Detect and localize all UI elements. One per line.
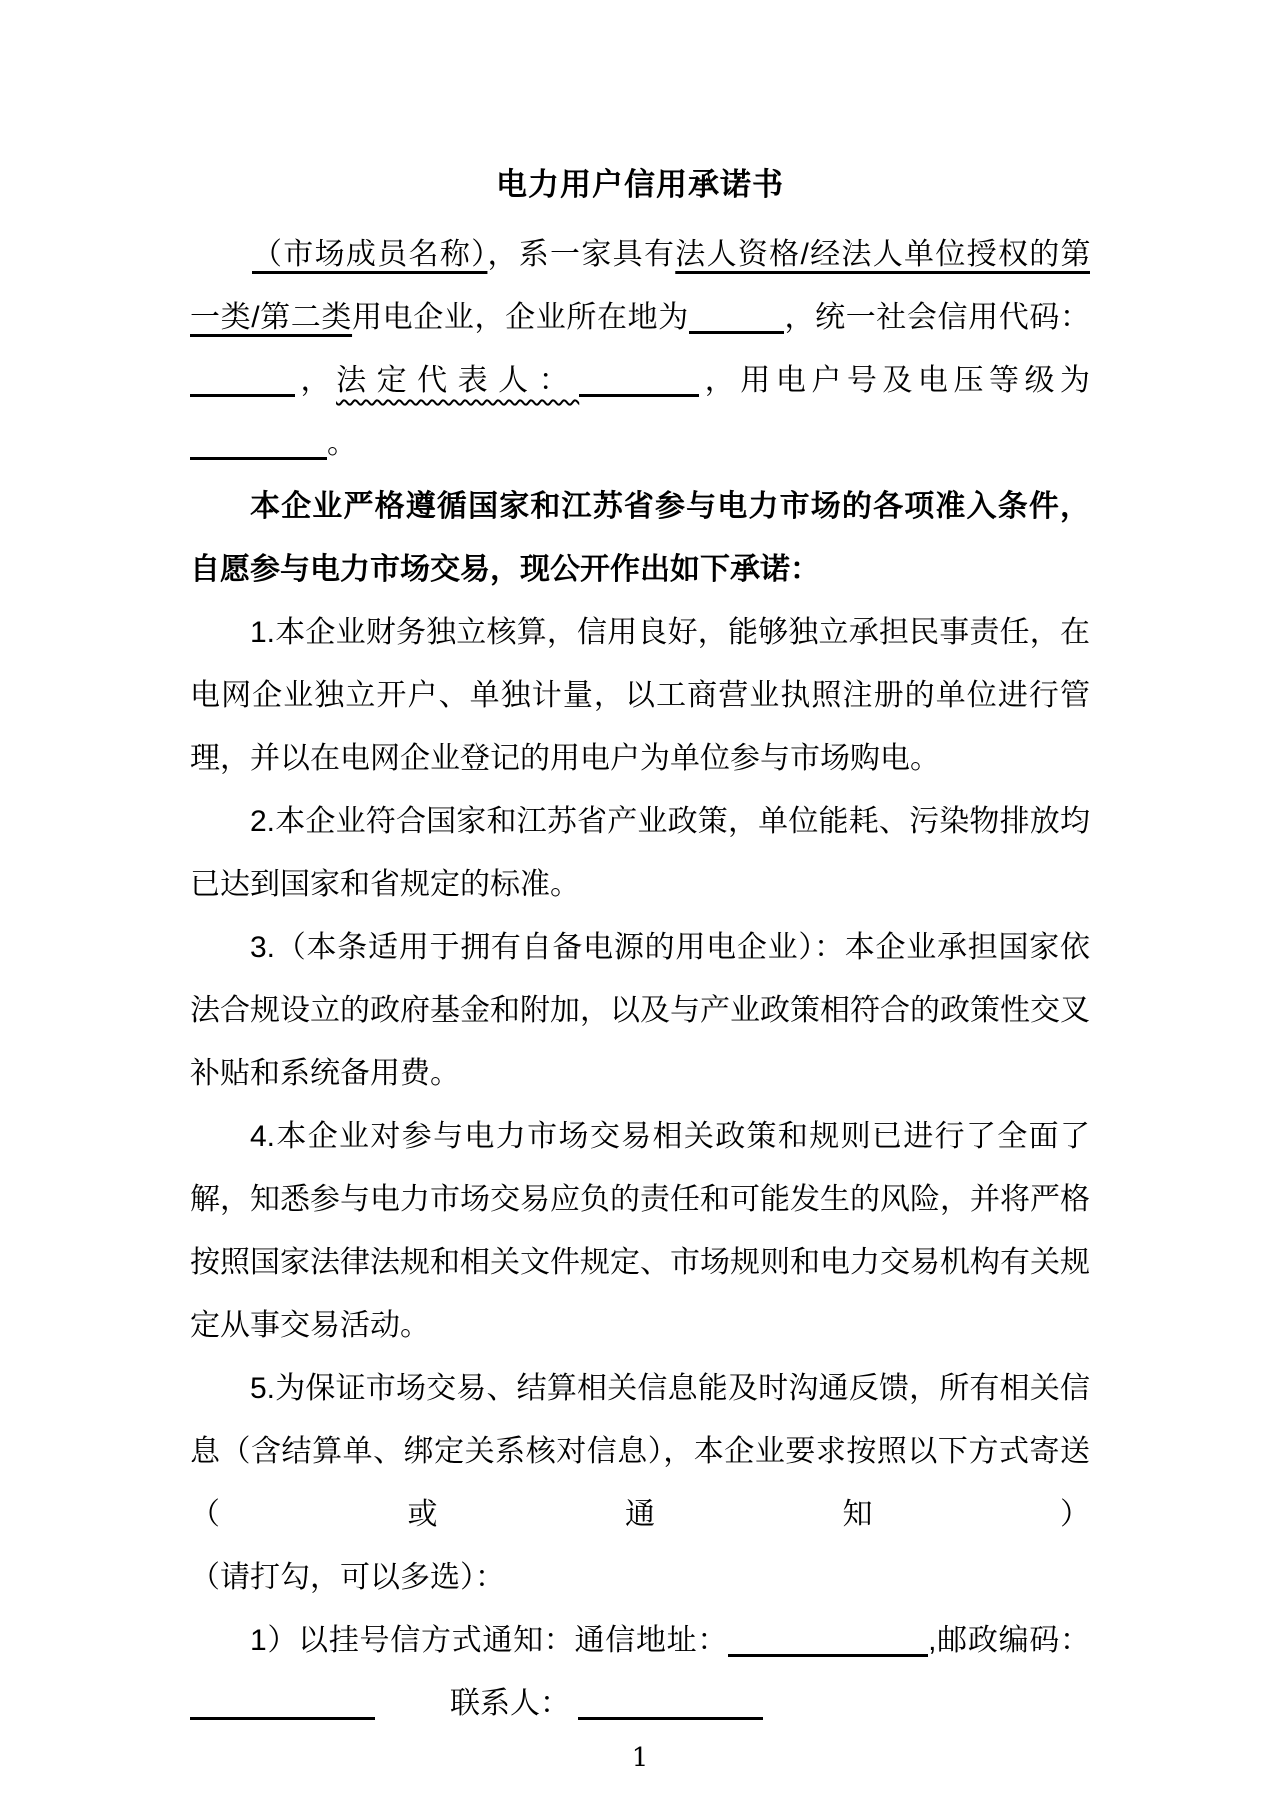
commitment-5-main: 5.为保证市场交易、结算相关信息能及时沟通反馈，所有相关信息（含结算单、绑定关系核对信息），本企业要求按照以下方式寄送（或通知） <box>190 1372 1090 1531</box>
blank-company-location <box>689 301 784 334</box>
pledge-line-2: 自愿参与电力市场交易，现公开作出如下承诺： <box>190 553 820 586</box>
notify-text: ,邮政编码： <box>928 1624 1090 1657</box>
commitment-2: 2.本企业符合国家和江苏省产业政策，单位能耗、污染物排放均已达到国家和省规定的标准。 <box>190 805 1090 901</box>
intro-text: ，用电户号及电压等级为 <box>699 364 1091 397</box>
member-name-blank: （市场成员名称） <box>252 238 488 271</box>
commitment-3: 3.（本条适用于拥有自备电源的用电企业）：本企业承担国家依法合规设立的政府基金和附加，以及与产业政策相符合的政策性交叉补贴和系统备用费。 <box>190 931 1090 1090</box>
blank-user-number-voltage <box>190 427 327 460</box>
intro-line-1 <box>190 223 1090 286</box>
commitment-5-tail: （请打勾，可以多选）： <box>190 1561 505 1594</box>
notify-text: 1）以挂号信方式通知：通信地址： <box>250 1624 729 1657</box>
intro-text: 用电企业，企业所在地为 <box>352 301 689 334</box>
intro-line-3 <box>190 349 1090 412</box>
notify-option-1 <box>190 1609 1090 1735</box>
blank-postal-code <box>190 1687 375 1720</box>
page-title: 电力用户信用承诺书 <box>496 167 784 202</box>
intro-text: 。 <box>327 427 357 460</box>
commitment-5 <box>190 1357 1090 1609</box>
category-underlined: 一类/第二类 <box>190 301 353 334</box>
contact-label: 联系人： <box>450 1687 570 1720</box>
commitment-1: 1.本企业财务独立核算，信用良好，能够独立承担民事责任，在电网企业独立开户、单独计量，以工商营业执照注册的单位进行管理，并以在电网企业登记的用电户为单位参与市场购电。 <box>190 616 1090 775</box>
intro-text: ，统一社会信用代码： <box>783 301 1091 334</box>
qualification-underlined: 法人资格/经法人单位授权的第 <box>675 238 1090 271</box>
intro-line-4 <box>190 412 1090 475</box>
intro-text: ， <box>295 364 337 397</box>
blank-mailing-address <box>728 1624 928 1657</box>
pledge-paragraph <box>190 475 1090 601</box>
intro-paragraph <box>190 223 1090 475</box>
blank-credit-code <box>190 364 295 397</box>
blank-legal-representative <box>579 364 699 397</box>
tab-space <box>375 1703 450 1713</box>
commitment-4: 4.本企业对参与电力市场交易相关政策和规则已进行了全面了解，知悉参与电力市场交易应负的责任和可能发生的风险，并将严格按照国家法律法规和相关文件规定、市场规则和电力交易机构有关规定从事交易活动。 <box>190 1120 1090 1342</box>
intro-line-2 <box>190 286 1090 349</box>
intro-text: ，系一家具有 <box>487 238 676 271</box>
legal-representative-label: 法定代表人： <box>336 364 580 397</box>
blank-contact-person <box>578 1687 763 1720</box>
pledge-line-1: 本企业严格遵循国家和江苏省参与电力市场的各项准入条件， <box>250 490 1090 523</box>
page-number: 1 <box>631 1743 649 1773</box>
